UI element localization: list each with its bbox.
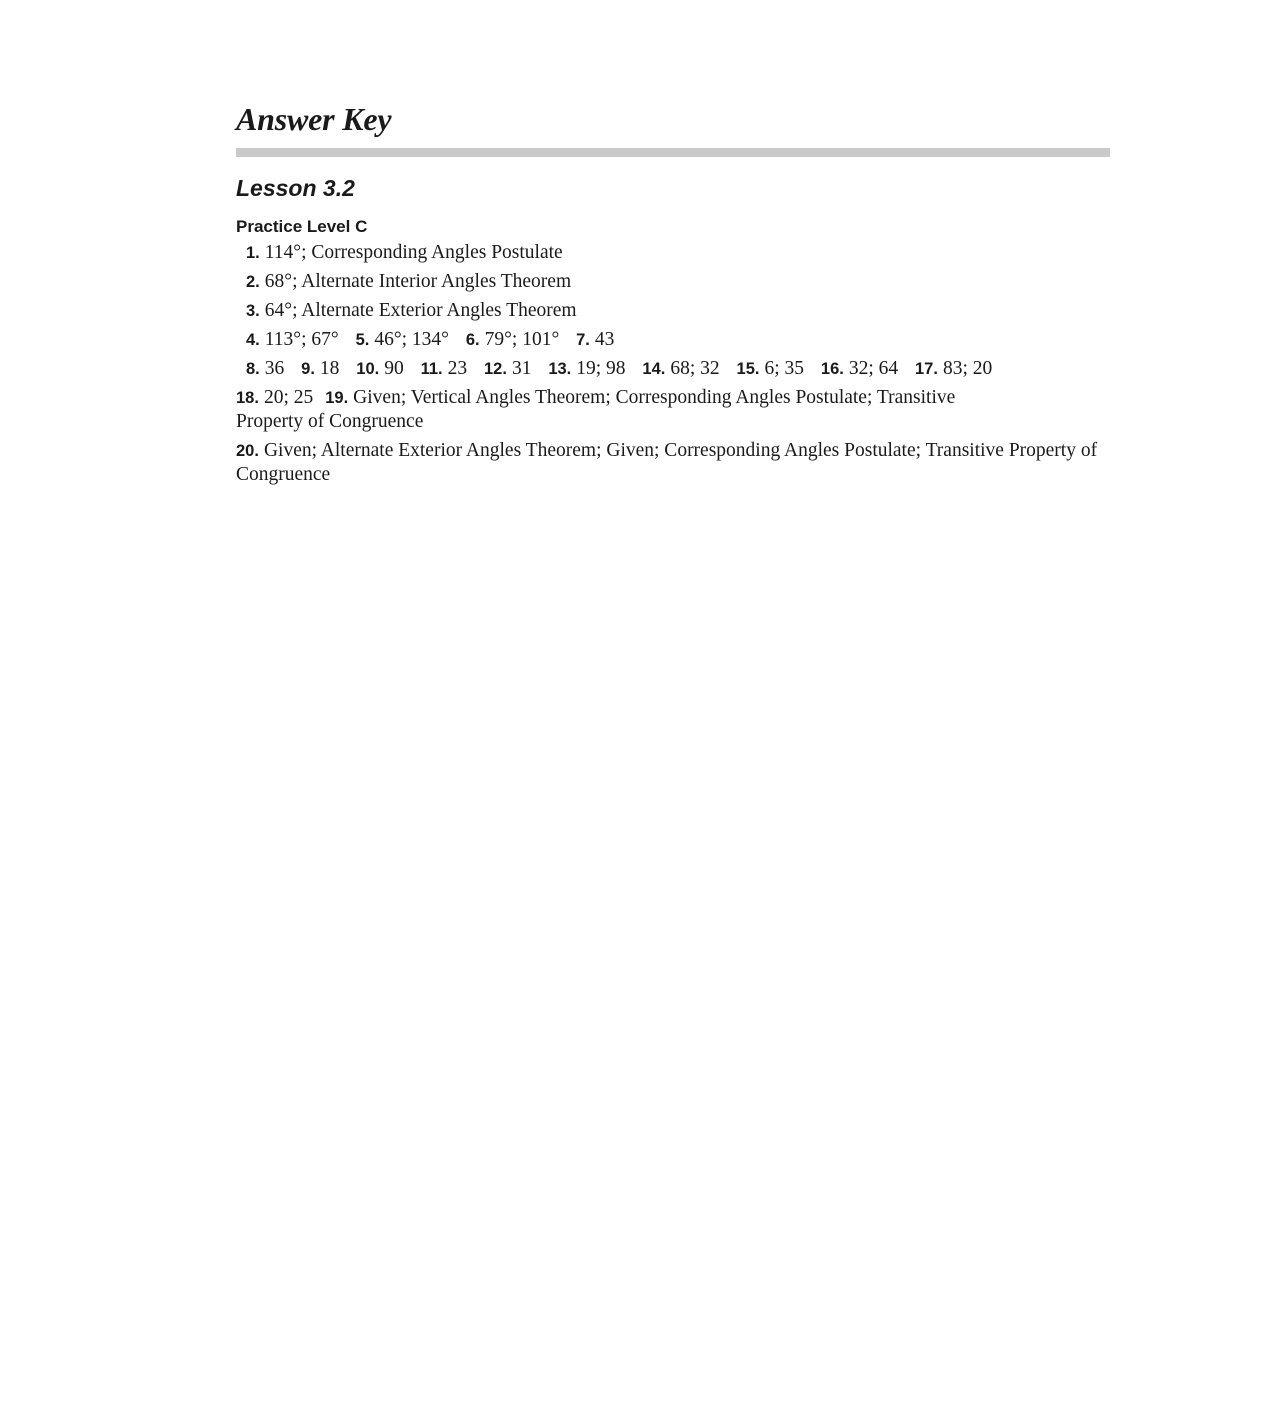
answer-item [484, 358, 531, 379]
answer-item [915, 358, 992, 379]
answer-item [356, 329, 449, 350]
answer-item [236, 387, 955, 432]
answer-number: 10. [356, 360, 380, 378]
answer-text: 19; 98 [576, 358, 626, 379]
answer-item [737, 358, 804, 379]
answer-item [246, 358, 284, 379]
answer-number: 11. [420, 360, 443, 378]
answer-line [236, 299, 1110, 323]
practice-level-heading: Practice Level C [236, 217, 368, 236]
answer-item [548, 358, 625, 379]
answer-number: 3. [246, 302, 260, 320]
answer-text: Given; Alternate Exterior Angles Theorem; Given; Corresponding Angles Postulate; Transitive Property of Congruence [236, 440, 1098, 485]
answer-number: 9. [301, 360, 315, 378]
answer-text: 32; 64 [848, 358, 899, 379]
answer-item [246, 300, 577, 321]
answer-item [821, 358, 898, 379]
answer-number: 7. [576, 331, 590, 349]
answer-item [246, 271, 571, 292]
title-divider [236, 148, 1110, 157]
answer-number: 19. [325, 389, 349, 407]
answer-text: 64°; Alternate Exterior Angles Theorem [264, 300, 577, 321]
answer-text: 23 [447, 358, 468, 379]
answer-text: 68; 32 [670, 358, 720, 379]
answer-text: 68°; Alternate Interior Angles Theorem [264, 271, 572, 292]
answer-text: 31 [511, 358, 532, 379]
answer-line [236, 386, 996, 434]
answer-number: 2. [246, 273, 260, 291]
answer-text: 18 [319, 358, 340, 379]
answer-number: 8. [246, 360, 260, 378]
answer-item [356, 358, 403, 379]
answer-number: 1. [246, 244, 260, 262]
answer-text: Given; Vertical Angles Theorem; Corresponding Angles Postulate; Transitive Property of Congruence [236, 387, 956, 432]
answer-list [236, 241, 1110, 487]
answer-text: 46°; 134° [374, 329, 449, 350]
answer-line [236, 439, 1110, 487]
answer-number: 14. [642, 360, 666, 378]
answer-text: 6; 35 [764, 358, 805, 379]
answer-line [236, 328, 1110, 352]
answer-item [466, 329, 559, 350]
answer-number: 4. [246, 331, 260, 349]
answer-number: 5. [355, 331, 370, 349]
answer-number: 6. [465, 331, 480, 349]
answer-item [642, 358, 719, 379]
answer-line [236, 357, 1110, 381]
answer-item [576, 329, 614, 350]
answer-number: 15. [736, 360, 760, 378]
answer-number: 13. [548, 360, 572, 378]
answer-text: 90 [384, 358, 404, 379]
answer-number: 16. [820, 360, 844, 378]
answer-text: 83; 20 [942, 358, 993, 379]
answer-item [236, 387, 313, 408]
page-title: Answer Key [236, 101, 392, 137]
answer-key-page [236, 98, 1110, 492]
answer-number: 18. [236, 389, 259, 407]
answer-line [236, 270, 1110, 294]
answer-item [246, 329, 339, 350]
answer-text: 36 [264, 358, 285, 379]
answer-text: 43 [594, 329, 615, 350]
answer-text: 114°; Corresponding Angles Postulate [264, 242, 563, 263]
answer-item [246, 242, 563, 263]
lesson-heading: Lesson 3.2 [236, 175, 355, 201]
answer-number: 17. [915, 360, 938, 378]
answer-number: 12. [484, 360, 507, 378]
answer-line [236, 241, 1110, 265]
answer-text: 79°; 101° [484, 329, 560, 350]
answer-item [421, 358, 468, 379]
answer-text: 20; 25 [263, 387, 314, 408]
answer-item [301, 358, 339, 379]
answer-item [236, 440, 1097, 485]
answer-text: 113°; 67° [264, 329, 339, 350]
answer-number: 20. [236, 442, 259, 460]
